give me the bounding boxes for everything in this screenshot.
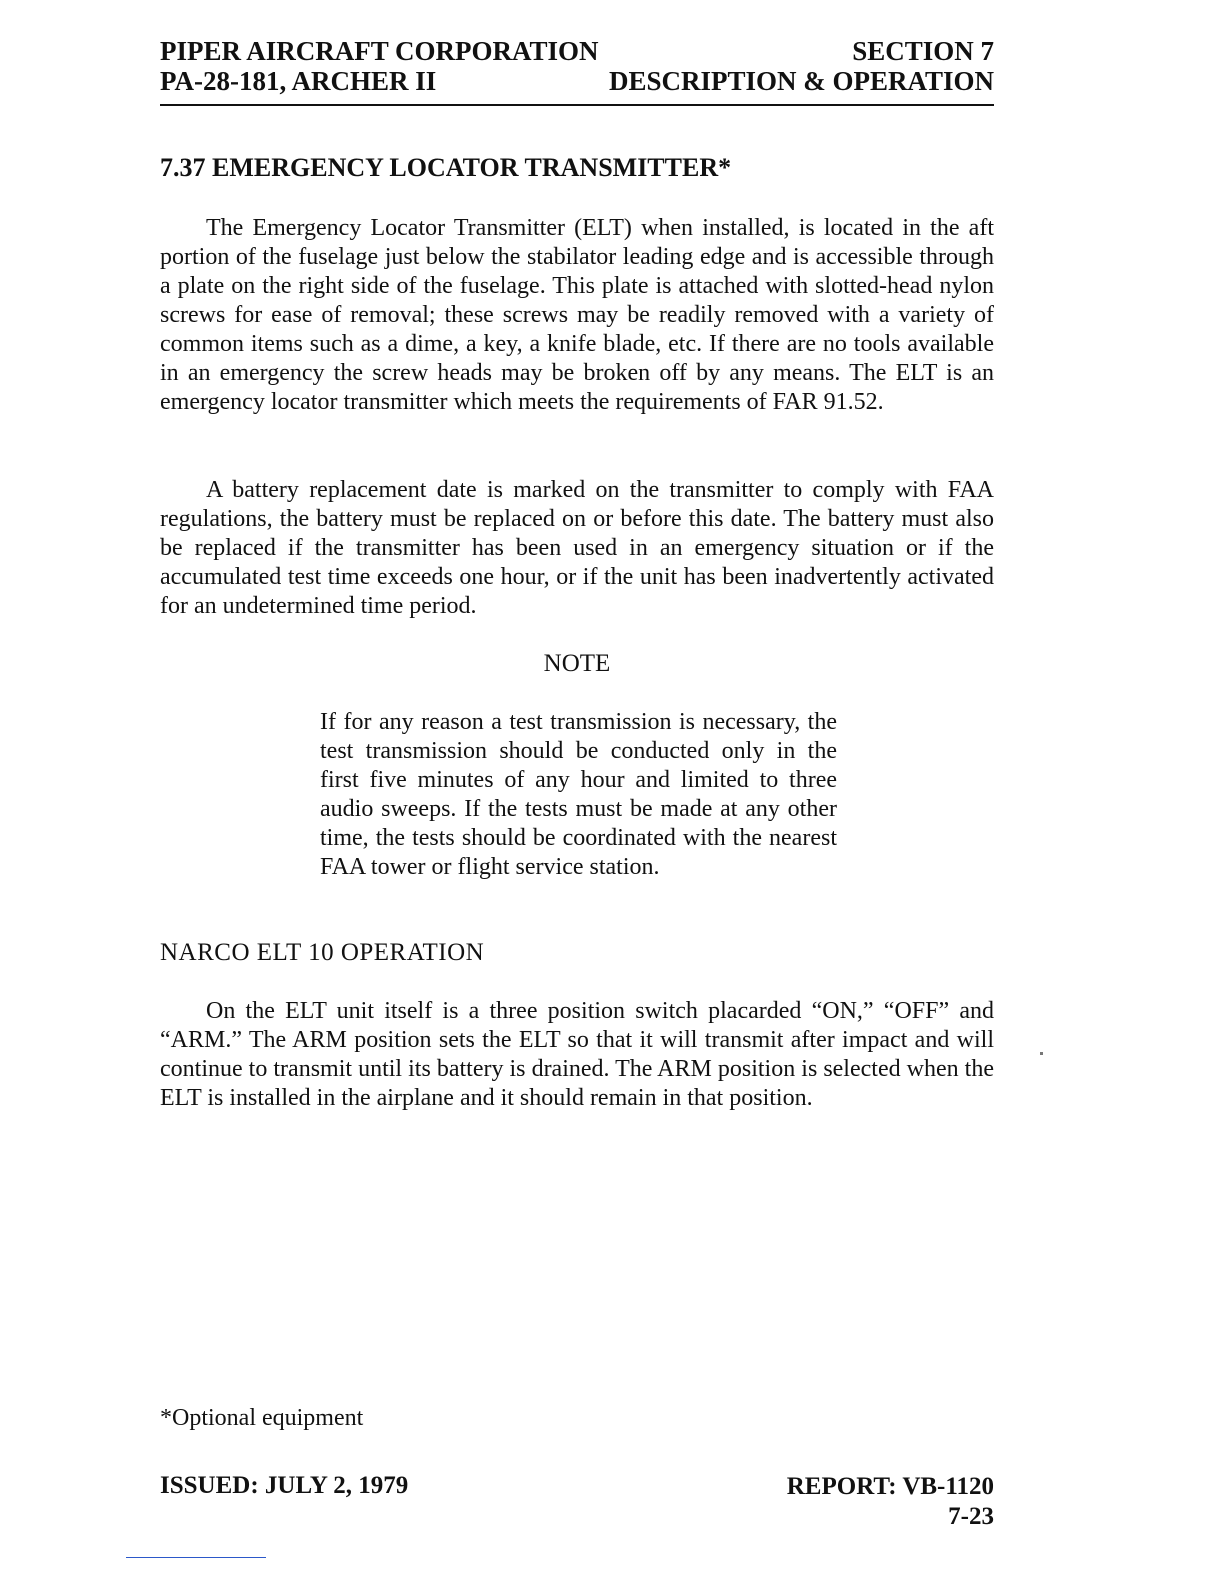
- header-divider: [160, 104, 994, 106]
- section-number: SECTION 7: [852, 36, 994, 66]
- paragraph-battery: A battery replacement date is marked on the transmitter to comply with FAA regulations, the battery must be replaced on or before this date. The battery must also be replaced if the transmitter has been used in an emergency situation or if the accumulated test time exceeds one hour, or if the unit has been inadvertently activated for an undetermined time period.: [160, 477, 994, 619]
- company-name: PIPER AIRCRAFT CORPORATION: [160, 36, 599, 66]
- scan-speck: [1040, 1052, 1043, 1055]
- scan-edge-line: [126, 1557, 266, 1558]
- header-row-top: [160, 36, 994, 66]
- page-number: 7-23: [948, 1503, 994, 1530]
- aircraft-model: PA-28-181, ARCHER II: [160, 66, 437, 96]
- paragraph-switch-operation: On the ELT unit itself is a three position switch placarded “ON,” “OFF” and “ARM.” The ARM position sets the ELT so that it will transmit after impact and will continue to transmit until its battery is drained. The ARM position is selected when the ELT is installed in the airplane and it should remain in that position.: [160, 998, 994, 1111]
- footer-report-block: [787, 1472, 994, 1532]
- narco-subheading: NARCO ELT 10 OPERATION: [160, 939, 485, 966]
- header-row-bottom: [160, 66, 994, 96]
- section-title-header: DESCRIPTION & OPERATION: [608, 66, 994, 96]
- issued-date: ISSUED: JULY 2, 1979: [160, 1472, 409, 1499]
- footnote: *Optional equipment: [160, 1405, 364, 1431]
- report-number: REPORT: VB-1120: [786, 1473, 994, 1500]
- page-header: [160, 36, 994, 96]
- section-heading: 7.37 EMERGENCY LOCATOR TRANSMITTER*: [160, 153, 732, 182]
- note-title: NOTE: [543, 650, 611, 677]
- paragraph-elt-location: The Emergency Locator Transmitter (ELT) when installed, is located in the aft portion of the fuselage just below the stabilator leading edge and is accessible through a plate on the right side of the fuselage. This plate is attached with slotted-head nylon screws for ease of removal; these screws may be readily removed with a variety of common items such as a dime, a key, a knife blade, etc. If there are no tools available in an emergency the screw heads may be broken off by any means. The ELT is an emergency locator transmitter which meets the requirements of FAR 91.52.: [160, 215, 994, 415]
- note-body: If for any reason a test transmission is necessary, the test transmission should be conducted only in the first five minutes of any hour and limited to three audio sweeps. If the tests must be made at any other time, the tests should be coordinated with the nearest FAA tower or flight service station.: [320, 709, 837, 880]
